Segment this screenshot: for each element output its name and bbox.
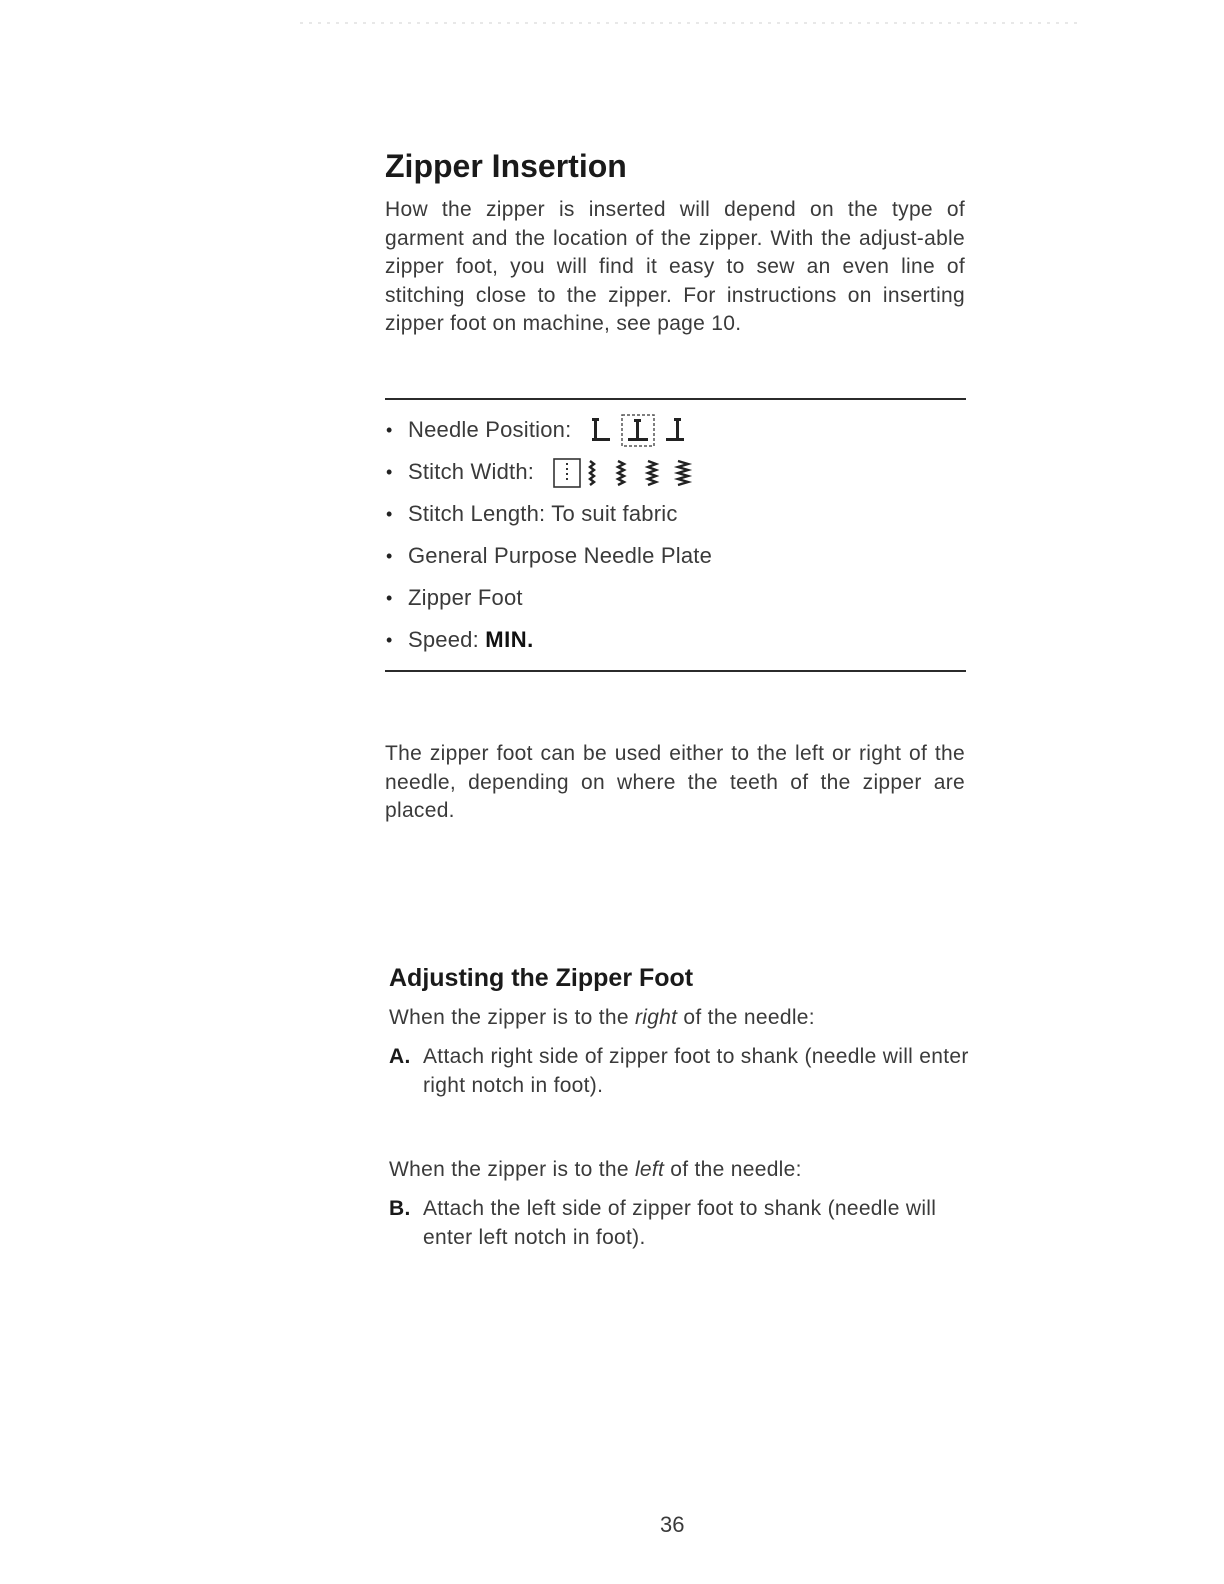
width-zero-selected-icon xyxy=(554,459,580,487)
width-wide-icon xyxy=(648,461,656,485)
stitch-width-label: Stitch Width: xyxy=(408,459,535,484)
foot-item xyxy=(386,578,966,620)
left-condition-pre: When the zipper is to the xyxy=(389,1158,635,1181)
settings-bottom-rule xyxy=(385,670,966,672)
subsection-title: Adjusting the Zipper Foot xyxy=(389,964,694,992)
width-widest-icon xyxy=(678,461,688,485)
speed-value: MIN. xyxy=(485,627,534,652)
needle-center-selected-icon xyxy=(622,415,654,446)
width-narrow-icon xyxy=(590,461,594,485)
stitch-width-icons xyxy=(552,456,702,490)
scan-artifact xyxy=(300,22,1080,24)
speed-label: Speed: xyxy=(408,627,479,652)
needle-right-icon xyxy=(666,418,684,441)
step-a-letter: A. xyxy=(389,1045,411,1068)
step-b-text: Attach the left side of zipper foot to shank (needle will enter left notch in foot). xyxy=(423,1197,937,1249)
needle-position-label: Needle Position: xyxy=(408,417,572,442)
right-condition-emphasis: right xyxy=(634,1006,678,1029)
right-condition-pre: When the zipper is to the xyxy=(389,1006,635,1029)
section-title: Zipper Insertion xyxy=(385,148,627,184)
bullet: • xyxy=(386,630,393,650)
needle-position-item xyxy=(386,410,966,452)
speed-item xyxy=(386,620,966,662)
needle-plate-text: General Purpose Needle Plate xyxy=(408,543,713,568)
width-medium-icon xyxy=(618,461,624,485)
bullet: • xyxy=(386,588,393,608)
settings-list xyxy=(386,410,966,662)
step-a xyxy=(389,1042,971,1100)
bullet: • xyxy=(386,504,393,524)
settings-top-rule xyxy=(385,398,966,400)
usage-paragraph: The zipper foot can be used either to the left or right of the needle, depending on where the teeth of the zipper are placed. xyxy=(385,742,965,822)
needle-plate-item xyxy=(386,536,966,578)
foot-text: Zipper Foot xyxy=(408,585,523,610)
step-b-letter: B. xyxy=(389,1197,411,1220)
left-condition-emphasis: left xyxy=(634,1158,665,1181)
needle-left-icon xyxy=(592,418,610,441)
bullet: • xyxy=(386,420,393,440)
left-condition-post: of the needle: xyxy=(664,1158,802,1181)
stitch-length-item xyxy=(386,494,966,536)
stitch-length-text: Stitch Length: To suit fabric xyxy=(408,501,678,526)
step-b xyxy=(389,1194,971,1252)
bullet: • xyxy=(386,546,393,566)
needle-position-icons xyxy=(588,414,692,448)
left-condition-text xyxy=(389,1158,802,1182)
intro-paragraph: How the zipper is inserted will depend on the type of garment and the location of the zipper. With the adjust-able zipper foot, you will find it easy to sew an even line of stitching close to the zipper. For instructions on inserting zipper foot on machine, see page 10. xyxy=(385,198,965,335)
right-condition-text xyxy=(389,1006,815,1030)
stitch-width-item xyxy=(386,452,966,494)
page-number: 36 xyxy=(660,1512,685,1537)
step-a-text: Attach right side of zipper foot to shank (needle will enter right notch in foot). xyxy=(423,1045,969,1097)
bullet: • xyxy=(386,462,393,482)
right-condition-post: of the needle: xyxy=(677,1006,815,1029)
